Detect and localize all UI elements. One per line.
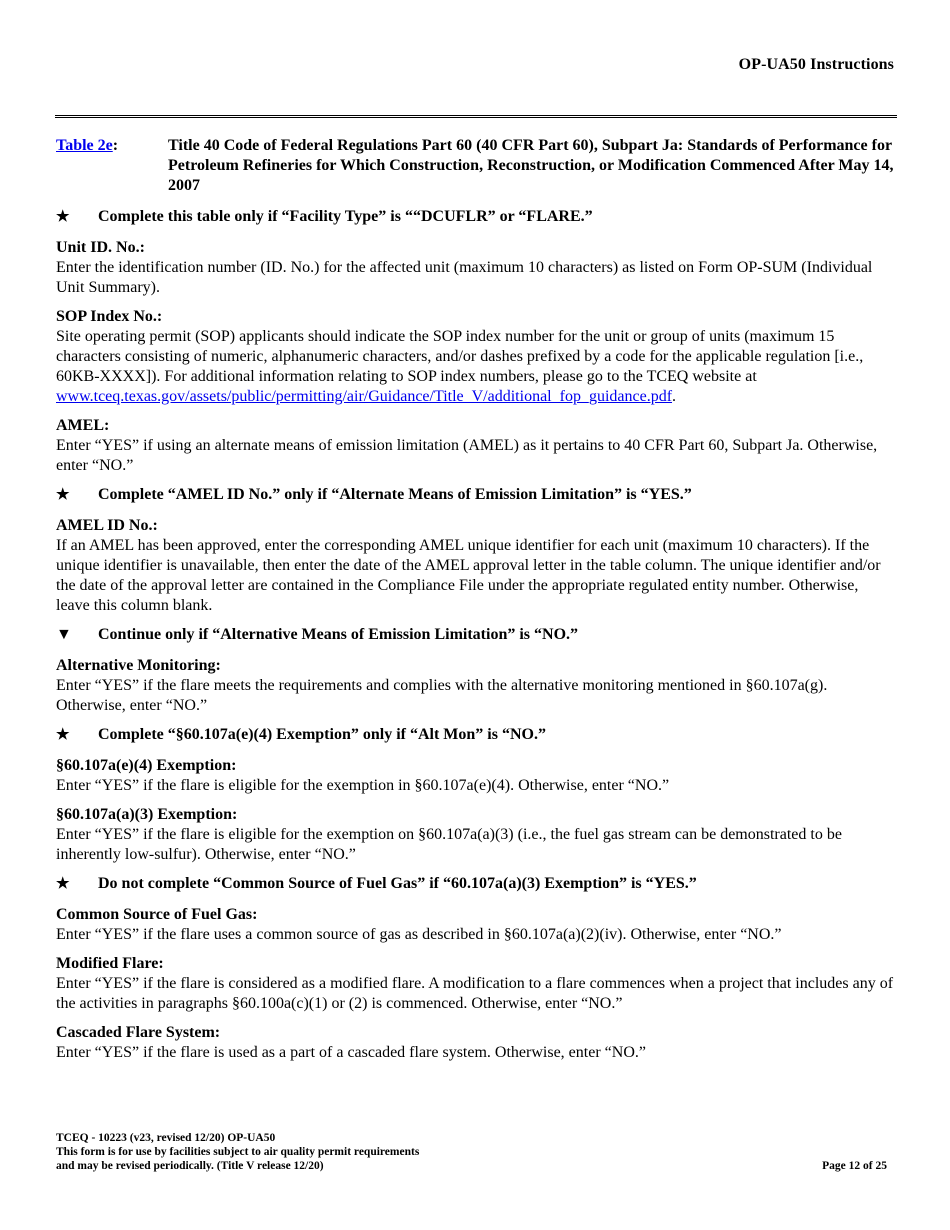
field-desc: Enter the identification number (ID. No.) for the affected unit (maximum 10 characters) as listed on Form OP-SUM (Individual Unit Summary). [56, 259, 873, 296]
field-desc: Enter “YES” if the flare is eligible for the exemption in §60.107a(e)(4). Otherwise, enter “NO.” [56, 777, 670, 794]
field-desc: Enter “YES” if the flare is considered as a modified flare. A modification to a flare commences when a project that includes any of the activities in paragraphs §60.100a(c)(1) or (2) is commenced. Otherwise, enter “NO.” [56, 975, 894, 1012]
page-header-title: OP-UA50 Instructions [738, 56, 894, 73]
field-desc-text: Site operating permit (SOP) applicants should indicate the SOP index number for the unit or group of units (maximum 15 characters consisting of numeric, alphanumeric characters, and/or dashes prefixed by a code for the applicable regulation [i.e., 60KB-XXXX]). For additional information relating to SOP index numbers, please go to the TCEQ website at [56, 328, 864, 385]
field-sop-index [56, 307, 896, 407]
page-number: Page 12 of 25 [822, 1160, 887, 1172]
star-icon: ★ [56, 876, 70, 892]
field-label: Modified Flare: [56, 955, 164, 972]
note-amel-id [56, 485, 896, 505]
field-label: §60.107a(a)(3) Exemption: [56, 806, 238, 823]
star-icon: ★ [56, 727, 70, 743]
footer-line-3: and may be revised periodically. (Title V release 12/20) [56, 1160, 324, 1172]
field-label: Common Source of Fuel Gas: [56, 906, 258, 923]
field-label: Cascaded Flare System: [56, 1024, 221, 1041]
field-cascaded-flare [56, 1023, 896, 1063]
header-divider [55, 115, 897, 118]
field-modified-flare [56, 954, 896, 1014]
table-title: Title 40 Code of Federal Regulations Part 60 (40 CFR Part 60), Subpart Ja: Standards of Performance for Petroleum Refineries for Which Construction, Reconstruction, or Modification Commenced After May 14, 2007 [168, 137, 894, 194]
note-text: Complete this table only if “Facility Type” is ““DCUFLR” or “FLARE.” [98, 208, 593, 225]
footer-line-2: This form is for use by facilities subject to air quality permit requirements [56, 1146, 420, 1158]
field-amel [56, 416, 896, 476]
field-label: AMEL ID No.: [56, 517, 158, 534]
field-desc: Enter “YES” if the flare is eligible for the exemption on §60.107a(a)(3) (i.e., the fuel gas stream can be demonstrated to be inherently low-sulfur). Otherwise, enter “NO.” [56, 826, 842, 863]
table-heading [56, 136, 896, 196]
field-desc: If an AMEL has been approved, enter the corresponding AMEL unique identifier for each unit (maximum 10 characters). If the unique identifier is unavailable, then enter the date of the AMEL approval letter in the table column. The unique identifier and/or the date of the approval letter are contained in the Compliance File under the appropriate regulated entity number. Otherwise, leave this column blank. [56, 537, 881, 614]
note-common-source [56, 874, 896, 894]
field-desc: Enter “YES” if the flare is used as a part of a cascaded flare system. Otherwise, enter “NO.” [56, 1044, 646, 1061]
note-text: Continue only if “Alternative Means of Emission Limitation” is “NO.” [98, 626, 579, 643]
triangle-down-icon: ▼ [56, 626, 72, 643]
tceq-guidance-link[interactable]: www.tceq.texas.gov/assets/public/permitting/air/Guidance/Title_V/additional_fop_guidance.pdf [56, 388, 673, 405]
field-label: Alternative Monitoring: [56, 657, 221, 674]
field-desc: Enter “YES” if the flare meets the requirements and complies with the alternative monitoring mentioned in §60.107a(g). Otherwise, enter “NO.” [56, 677, 828, 714]
footer-line-1: TCEQ - 10223 (v23, revised 12/20) OP-UA50 [56, 1132, 276, 1144]
table-2e-link[interactable]: Table 2e [56, 137, 113, 154]
field-desc [56, 327, 896, 407]
note-text: Complete “§60.107a(e)(4) Exemption” only if “Alt Mon” is “NO.” [98, 726, 546, 743]
table-ref [56, 136, 168, 196]
note-e4-exemption [56, 725, 896, 745]
star-icon: ★ [56, 487, 70, 503]
field-e4-exemption [56, 756, 896, 796]
table-ref-colon: : [112, 137, 119, 154]
field-desc: Enter “YES” if the flare uses a common source of gas as described in §60.107a(a)(2)(iv). Otherwise, enter “NO.” [56, 926, 782, 943]
note-facility-type [56, 207, 896, 227]
field-label: §60.107a(e)(4) Exemption: [56, 757, 237, 774]
star-icon: ★ [56, 209, 70, 225]
instructions-body [56, 136, 896, 1072]
field-a3-exemption [56, 805, 896, 865]
field-label: SOP Index No.: [56, 308, 163, 325]
footer-form-info [56, 1131, 419, 1173]
field-common-source [56, 905, 896, 945]
note-text: Complete “AMEL ID No.” only if “Alternate Means of Emission Limitation” is “YES.” [98, 486, 692, 503]
field-alt-monitoring [56, 656, 896, 716]
field-desc: Enter “YES” if using an alternate means of emission limitation (AMEL) as it pertains to 40 CFR Part 60, Subpart Ja. Otherwise, enter “NO.” [56, 437, 878, 474]
field-amel-id [56, 516, 896, 616]
field-label: AMEL: [56, 417, 110, 434]
field-unit-id [56, 238, 896, 298]
field-desc-end: . [672, 388, 677, 405]
field-label: Unit ID. No.: [56, 239, 145, 256]
note-text: Do not complete “Common Source of Fuel Gas” if “60.107a(a)(3) Exemption” is “YES.” [98, 875, 697, 892]
note-continue [56, 625, 896, 645]
